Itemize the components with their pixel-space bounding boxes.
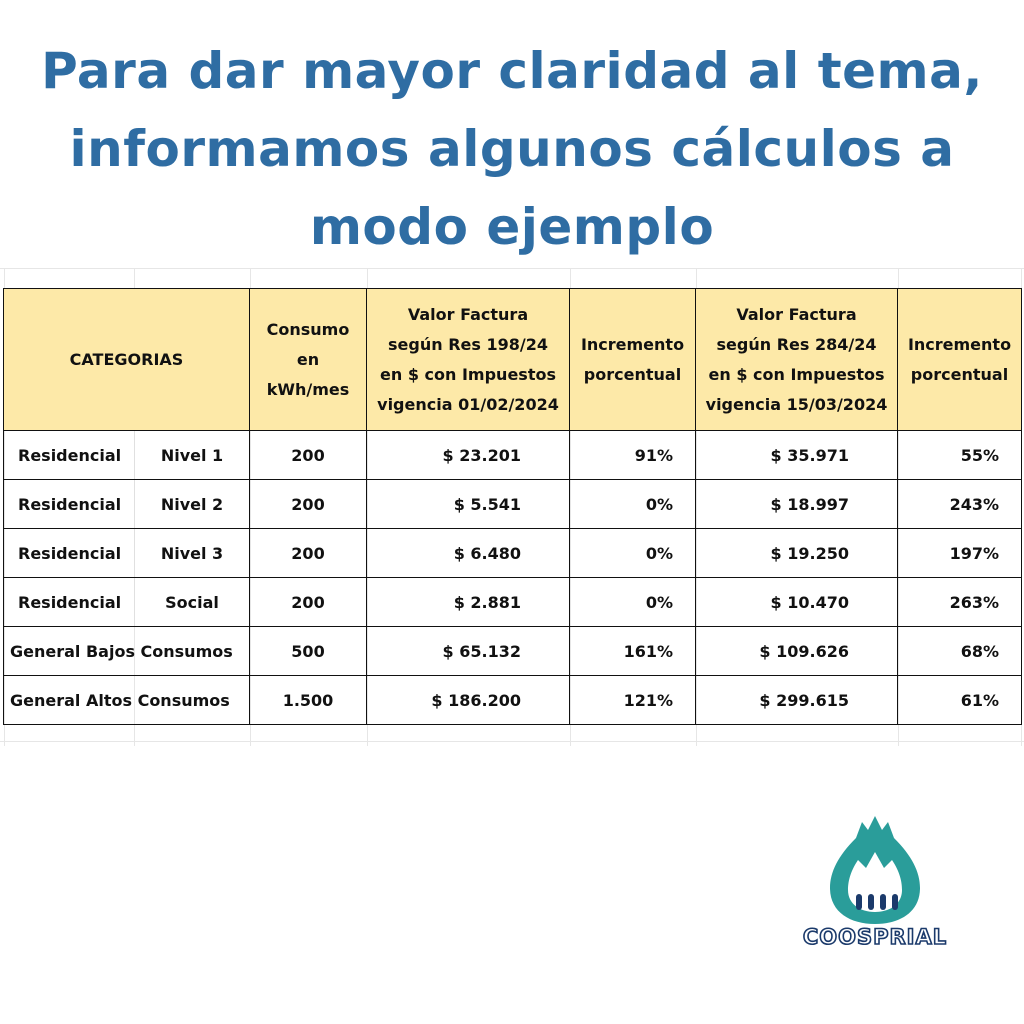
cell-inc2: 243% <box>898 480 1022 529</box>
cell-valor1: $ 5.541 <box>367 480 570 529</box>
cell-inc2: 55% <box>898 431 1022 480</box>
cell-consumo: 200 <box>250 578 367 627</box>
cell-inc2: 68% <box>898 627 1022 676</box>
cell-inc1: 161% <box>570 627 696 676</box>
table-row <box>4 431 1022 480</box>
cell-consumo: 1.500 <box>250 676 367 725</box>
table-row <box>4 627 1022 676</box>
cell-valor2: $ 19.250 <box>696 529 898 578</box>
header-consumo-l2: en <box>296 349 320 369</box>
title-line-3: modo ejemplo <box>309 198 715 256</box>
header-valor2-l3: en $ con Impuestos <box>708 364 885 384</box>
header-valor1-l1: Valor Factura <box>407 304 529 324</box>
cell-consumo: 200 <box>250 480 367 529</box>
cell-consumo: 200 <box>250 431 367 480</box>
header-valor-factura-198 <box>367 289 570 431</box>
header-inc2-l2: porcentual <box>910 364 1009 384</box>
cell-consumo: 200 <box>250 529 367 578</box>
header-inc1-l1: Incremento <box>580 334 685 354</box>
header-valor1-l4: vigencia 01/02/2024 <box>377 394 559 414</box>
cell-inc2: 197% <box>898 529 1022 578</box>
cell-valor1: $ 23.201 <box>367 431 570 480</box>
table-row <box>4 480 1022 529</box>
table-row <box>4 578 1022 627</box>
header-valor1-l3: en $ con Impuestos <box>380 364 556 384</box>
header-inc2-l1: Incremento <box>907 334 1012 354</box>
header-incremento-1 <box>570 289 696 431</box>
logo-text: COOSPRIAL <box>802 925 948 949</box>
cell-valor2: $ 10.470 <box>696 578 898 627</box>
header-valor-factura-284 <box>696 289 898 431</box>
cell-inc1: 0% <box>570 480 696 529</box>
cell-inc2: 263% <box>898 578 1022 627</box>
header-consumo <box>250 289 367 431</box>
header-valor2-l1: Valor Factura <box>736 304 857 324</box>
cell-nivel: Nivel 1 <box>135 431 250 480</box>
cell-consumo: 500 <box>250 627 367 676</box>
cell-valor1: $ 65.132 <box>367 627 570 676</box>
header-valor1-l2: según Res 198/24 <box>388 334 548 354</box>
page-title <box>0 32 1024 266</box>
cell-inc1: 121% <box>570 676 696 725</box>
logo-bar-3 <box>880 894 886 910</box>
table-header-row <box>4 289 1022 431</box>
header-incremento-2 <box>898 289 1022 431</box>
cell-categoria: General Bajos Consumos <box>4 627 250 676</box>
table-row <box>4 676 1022 725</box>
title-line-1: Para dar mayor claridad al tema, <box>41 42 983 100</box>
cell-nivel: Social <box>135 578 250 627</box>
cell-valor1: $ 2.881 <box>367 578 570 627</box>
cell-nivel: Nivel 3 <box>135 529 250 578</box>
cell-inc1: 0% <box>570 578 696 627</box>
cell-inc1: 0% <box>570 529 696 578</box>
title-line-2: informamos algunos cálculos a <box>69 120 955 178</box>
coosprial-logo <box>790 812 960 952</box>
table-row <box>4 529 1022 578</box>
header-valor2-l2: según Res 284/24 <box>716 334 877 354</box>
cell-categoria: Residencial <box>4 480 135 529</box>
cell-valor1: $ 6.480 <box>367 529 570 578</box>
cell-inc1: 91% <box>570 431 696 480</box>
tariff-table <box>3 288 1022 725</box>
cell-valor2: $ 18.997 <box>696 480 898 529</box>
cell-valor2: $ 35.971 <box>696 431 898 480</box>
header-inc1-l2: porcentual <box>583 364 682 384</box>
logo-bar-2 <box>868 894 874 910</box>
logo-bar-4 <box>892 894 898 910</box>
header-consumo-l3: kWh/mes <box>266 379 350 399</box>
cell-inc2: 61% <box>898 676 1022 725</box>
header-categorias <box>4 289 250 431</box>
header-consumo-l1: Consumo <box>266 319 350 339</box>
cell-nivel: Nivel 2 <box>135 480 250 529</box>
cell-categoria: Residencial <box>4 578 135 627</box>
header-categorias-label: CATEGORIAS <box>69 349 184 369</box>
cell-categoria: General Altos Consumos <box>4 676 250 725</box>
cell-valor1: $ 186.200 <box>367 676 570 725</box>
cell-categoria: Residencial <box>4 529 135 578</box>
cell-categoria: Residencial <box>4 431 135 480</box>
coosprial-logo-icon <box>790 812 960 952</box>
cell-valor2: $ 109.626 <box>696 627 898 676</box>
cell-valor2: $ 299.615 <box>696 676 898 725</box>
header-valor2-l4: vigencia 15/03/2024 <box>705 394 888 414</box>
logo-bar-1 <box>856 894 862 910</box>
